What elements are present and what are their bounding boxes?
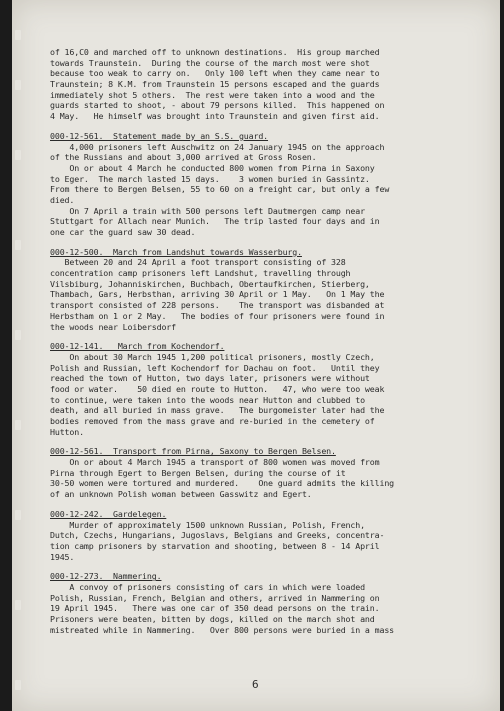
text-line: bodies removed from the mass grave and re-buried in the cemetery of xyxy=(50,416,375,426)
punch-hole xyxy=(15,600,21,610)
text-line: Stuttgart for Allach near Munich. The trip lasted four days and in xyxy=(50,216,380,227)
text-line: On about 30 March 1945 1,200 political prisoners, mostly Czech, xyxy=(50,351,375,362)
entry-heading: 000-12-500. March from Landshut towards Wasserburg. xyxy=(50,246,302,257)
entry-heading: 000-12-561. Transport from Pirna, Saxony to Bergen Belsen. xyxy=(50,446,336,457)
text-line: died. xyxy=(50,194,75,205)
text-line: death, and all buried in mass grave. The burgomeister later had the xyxy=(50,405,385,416)
entry-nammering xyxy=(50,571,474,635)
text-line: one car the guard saw 30 dead. xyxy=(50,227,196,237)
text-line: Thambach, Gars, Herbsthan, arriving 30 April or 1 May. On 1 May the xyxy=(50,289,385,300)
entry-heading: 000-12-561. Statement made by an S.S. guard. xyxy=(50,130,269,141)
text-line: 30-50 women were tortured and murdered. One guard admits the killing xyxy=(50,478,395,489)
punch-holes xyxy=(15,0,23,711)
text-line: because too weak to carry on. Only 100 left when they came near to xyxy=(50,68,380,79)
text-line: Prisoners were beaten, bitten by dogs, killed on the march shot and xyxy=(50,614,375,624)
text-line: immediately shot 5 others. The rest were taken into a wood and the xyxy=(50,89,375,100)
text-line: to continue, were taken into the woods near Hutton and clubbed to xyxy=(50,394,365,405)
entry-heading: 000-12-141. March from Kochendorf. xyxy=(50,341,225,352)
text-line: Between 20 and 24 April a foot transport consisting of 328 xyxy=(50,257,346,268)
text-line: Dutch, Czechs, Hungarians, Jugoslavs, Belgians and Greeks, concentra- xyxy=(50,530,385,541)
text-line: Pirna through Egert to Bergen Belsen, during the course of it xyxy=(50,467,346,478)
text-line: A convoy of prisoners consisting of cars in which were loaded xyxy=(50,581,365,592)
punch-hole xyxy=(15,240,21,250)
punch-hole xyxy=(15,510,21,520)
text-line: towards Traunstein. During the course of the march most were shot xyxy=(50,57,370,68)
text-line: of the Russians and about 3,000 arrived at Gross Rosen. xyxy=(50,152,317,163)
text-line: transport consisted of 228 persons. The transport was disbanded at xyxy=(50,300,385,311)
text-line: 4,000 prisoners left Auschwitz on 24 January 1945 on the approach xyxy=(50,141,385,152)
text-line: Murder of approximately 1500 unknown Russian, Polish, French, xyxy=(50,519,365,530)
entry-pirna-transport xyxy=(50,446,474,499)
text-line: tion camp prisoners by starvation and shooting, between 8 - 14 April xyxy=(50,540,380,551)
text-line: reached the town of Hutton, two days later, prisoners were without xyxy=(50,373,370,384)
text-line: concentration camp prisoners left Landshut, travelling through xyxy=(50,268,351,279)
text-line: Polish and Russian, left Kochendorf for Dachau on foot. Until they xyxy=(50,362,380,373)
text-line: of an unknown Polish woman between Gasswitz and Egert. xyxy=(50,489,312,500)
text-line: to Eger. The march lasted 15 days. 3 women buried in Gassintz. xyxy=(50,173,370,184)
text-line: of 16,C0 and marched off to unknown destinations. His group marched xyxy=(50,47,380,57)
text-line: food or water. 50 died en route to Hutton. 47, who were too weak xyxy=(50,383,385,394)
text-line: On or about 4 March 1945 a transport of 800 women was moved from xyxy=(50,457,380,468)
entry-landshut-march xyxy=(50,247,474,333)
text-line: On or about 4 March he conducted 800 women from Pirna in Saxony xyxy=(50,162,375,173)
punch-hole xyxy=(15,80,21,90)
entry-gardelegen xyxy=(50,509,474,562)
text-line: 4 May. He himself was brought into Traunstein and given first aid. xyxy=(50,111,380,122)
text-line: 1945. xyxy=(50,551,75,562)
page-number: 6 xyxy=(252,678,259,691)
entry-ss-guard-statement xyxy=(50,131,474,238)
punch-hole xyxy=(15,150,21,160)
punch-hole xyxy=(15,420,21,430)
entry-heading: 000-12-242. Gardelegen. xyxy=(50,508,167,519)
text-line: Polish, Russian, French, Belgian and others, arrived in Nammering on xyxy=(50,592,380,603)
continued-paragraph xyxy=(50,47,474,122)
punch-hole xyxy=(15,680,21,690)
punch-hole xyxy=(15,330,21,340)
typed-text xyxy=(50,47,474,635)
entry-kochendorf-march xyxy=(50,341,474,437)
text-line: 19 April 1945. There was one car of 350 dead persons on the train. xyxy=(50,603,380,614)
text-line: Hutton. xyxy=(50,426,84,437)
text-line: From there to Bergen Belsen, 55 to 60 on a freight car, but only a few xyxy=(50,184,390,195)
text-line: the woods near Loibersdorf xyxy=(50,321,176,332)
text-line: guards started to shoot, - about 79 persons killed. This happened on xyxy=(50,100,385,111)
text-line: On 7 April a train with 500 persons left Dautmergen camp near xyxy=(50,205,365,216)
punch-hole xyxy=(15,30,21,40)
text-line: Herbstham on 1 or 2 May. The bodies of four prisoners were found in xyxy=(50,310,385,321)
text-line: Traunstein; 8 K.M. from Traunstein 15 persons escaped and the guards xyxy=(50,79,380,90)
text-line: Vilsbiburg, Johanniskirchen, Buchbach, Obertaufkirchen, Stierberg, xyxy=(50,278,370,289)
text-line: mistreated while in Nammering. Over 800 persons were buried in a mass xyxy=(50,624,395,635)
entry-heading: 000-12-273. Nammering. xyxy=(50,571,162,582)
